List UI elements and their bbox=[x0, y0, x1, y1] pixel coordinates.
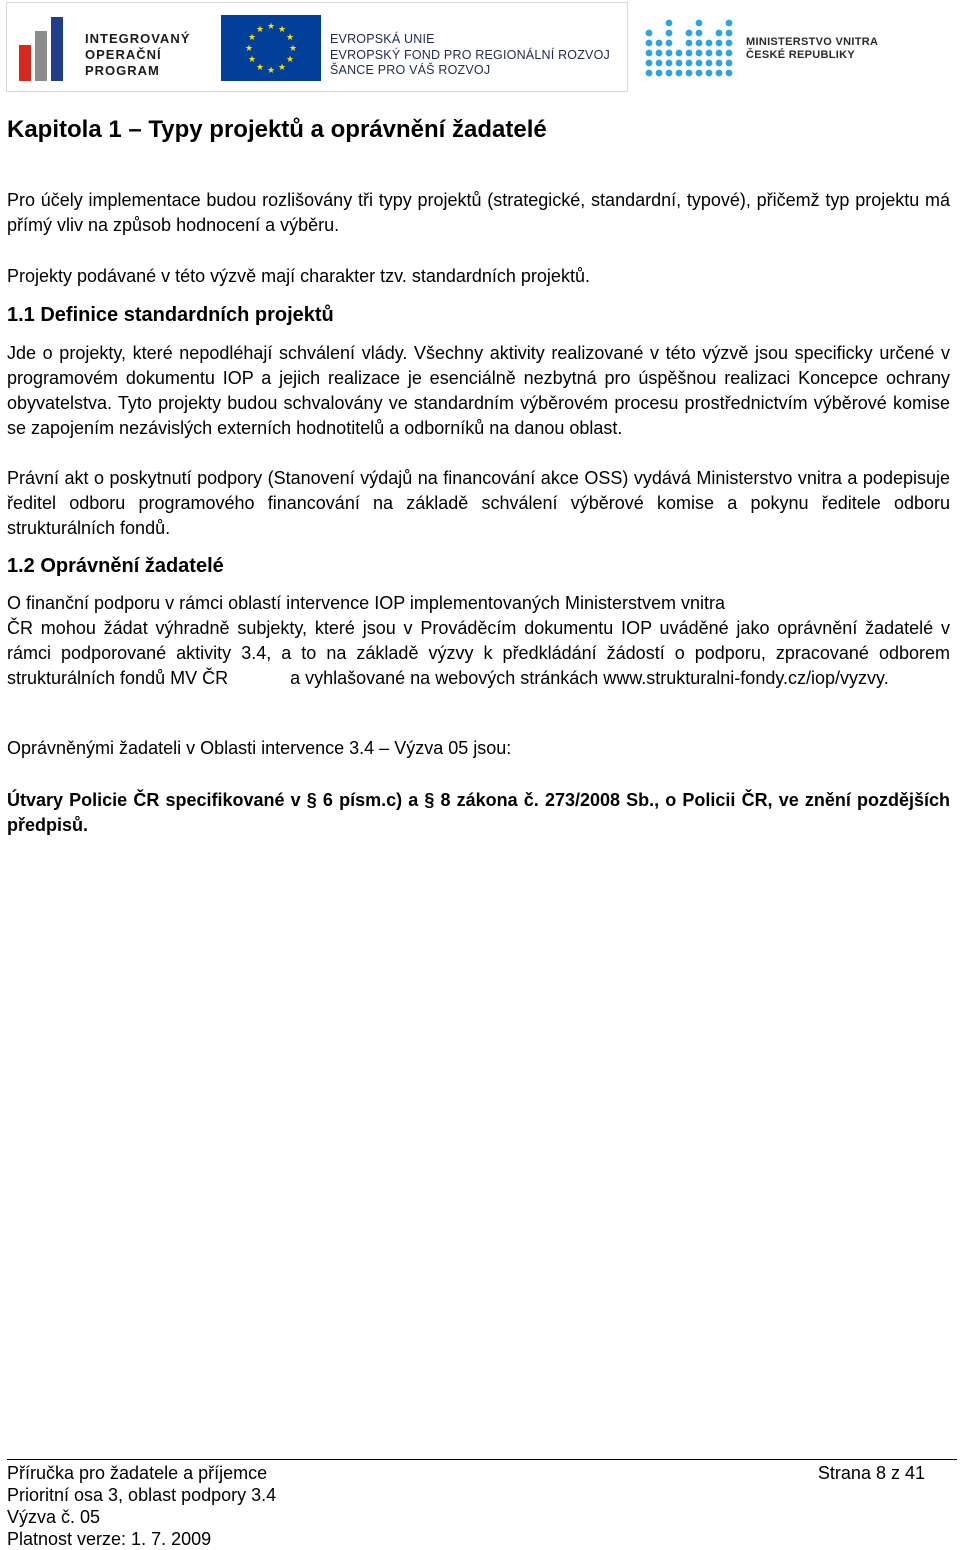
mv-logo-line1: MINISTERSTVO VNITRA bbox=[746, 36, 879, 48]
svg-text:★: ★ bbox=[244, 44, 254, 54]
mv-logo-text bbox=[746, 36, 878, 62]
paragraph-applicants-list-intro: Oprávněnými žadateli v Oblasti intervence 3.4 – Výzva 05 jsou: bbox=[7, 738, 512, 758]
section-heading-1-1: 1.1 Definice standardních projektů bbox=[7, 304, 334, 326]
mv-logo bbox=[644, 14, 954, 78]
eu-logo-line1: EVROPSKÁ UNIE bbox=[330, 32, 435, 46]
footer-line-3: Výzva č. 05 bbox=[7, 1507, 101, 1527]
eu-logo-text bbox=[330, 32, 610, 79]
iop-logo-line3: PROGRAM bbox=[85, 63, 160, 78]
section-heading-1-2: 1.2 Oprávnění žadatelé bbox=[7, 555, 224, 577]
page-number: Strana 8 z 41 bbox=[817, 1463, 925, 1483]
svg-text:★: ★ bbox=[266, 66, 276, 76]
svg-text:★: ★ bbox=[255, 25, 265, 35]
svg-text:★: ★ bbox=[285, 55, 295, 65]
footer-line-2: Prioritní osa 3, oblast podpory 3.4 bbox=[7, 1485, 277, 1505]
page-footer bbox=[7, 1459, 957, 1550]
logo-bar bbox=[6, 2, 628, 92]
paragraph-project-type: Projekty podávané v této výzvě mají charakter tzv. standardních projektů. bbox=[7, 266, 590, 286]
paragraph-legal-act: Právní akt o poskytnutí podpory (Stanovení výdajů na financování akce OSS) vydává Ministerstvo vnitra a podepisuje ředitel odboru programového financování na základě schválení výběrové komise a pokynu ředitele odboru strukturálních fondů. bbox=[7, 468, 950, 538]
svg-text:★: ★ bbox=[247, 33, 257, 43]
iop-logo-line1: INTEGROVANÝ bbox=[85, 31, 191, 46]
svg-text:★: ★ bbox=[277, 25, 287, 35]
svg-text:★: ★ bbox=[277, 63, 287, 73]
svg-text:★: ★ bbox=[285, 33, 295, 43]
paragraph-definition: Jde o projekty, které nepodléhají schválení vlády. Všechny aktivity realizované v této výzvě jsou specificky určené v programovém dokumentu IOP a jejich realizace je esenciálně nezbytná pro úspěšnou realizaci Koncepce ochrany obyvatelstva. Tyto projekty budou schvalovány ve standardním výběrovém procesu prostřednictvím výběrové komise se zapojením nezávislých externích hodnotitelů a odborníků na danou oblast. bbox=[7, 343, 950, 438]
eu-flag-icon bbox=[221, 15, 321, 81]
chapter-title: Kapitola 1 – Typy projektů a oprávnění žadatelé bbox=[7, 116, 547, 143]
iop-logo bbox=[19, 17, 219, 81]
eu-logo-line2: EVROPSKÝ FOND PRO REGIONÁLNÍ ROZVOJ bbox=[330, 47, 610, 62]
svg-text:★: ★ bbox=[255, 63, 265, 73]
eligible-rest-a: ČR mohou žádat výhradně subjekty, které jsou v Prováděcím dokumentu IOP uváděné jako oprávnění žadatelé v rámci podporované aktivity 3.4, a to na základě výzvy k předkládání žádostí o podporu, zpracované odborem strukturálních fondů MV ČR bbox=[7, 618, 950, 688]
paragraph-police-units: Útvary Policie ČR specifikované v § 6 písm.c) a § 8 zákona č. 273/2008 Sb., o Policii ČR, ve znění pozdějších předpisů. bbox=[7, 790, 950, 835]
footer-line-4: Platnost verze: 1. 7. 2009 bbox=[7, 1529, 212, 1549]
eligible-rest-b: a vyhlašované na webových stránkách www.strukturalni-fondy.cz/iop/vyzvy. bbox=[290, 668, 889, 688]
svg-text:★: ★ bbox=[288, 44, 298, 54]
footer-line-1: Příručka pro žadatele a příjemce bbox=[7, 1463, 268, 1483]
eu-logo-line3: ŠANCE PRO VÁŠ ROZVOJ bbox=[330, 63, 491, 77]
iop-logo-text bbox=[85, 31, 190, 79]
paragraph-eligible-applicants bbox=[7, 591, 950, 691]
eligible-line-1: O finanční podporu v rámci oblastí intervence IOP implementovaných Ministerstvem vnitra bbox=[7, 593, 725, 613]
mv-dots-icon bbox=[644, 14, 736, 83]
svg-text:★: ★ bbox=[266, 22, 276, 32]
paragraph-implementation: Pro účely implementace budou rozlišovány tři typy projektů (strategické, standardní, typové), přičemž typ projektu má přímý vliv na způsob hodnocení a výběru. bbox=[7, 190, 950, 235]
document-body bbox=[7, 112, 950, 835]
eligible-rest bbox=[7, 616, 950, 691]
mv-logo-line2: ČESKÉ REPUBLIKY bbox=[746, 49, 856, 61]
iop-logo-line2: OPERAČNÍ bbox=[85, 47, 162, 62]
svg-text:★: ★ bbox=[247, 55, 257, 65]
